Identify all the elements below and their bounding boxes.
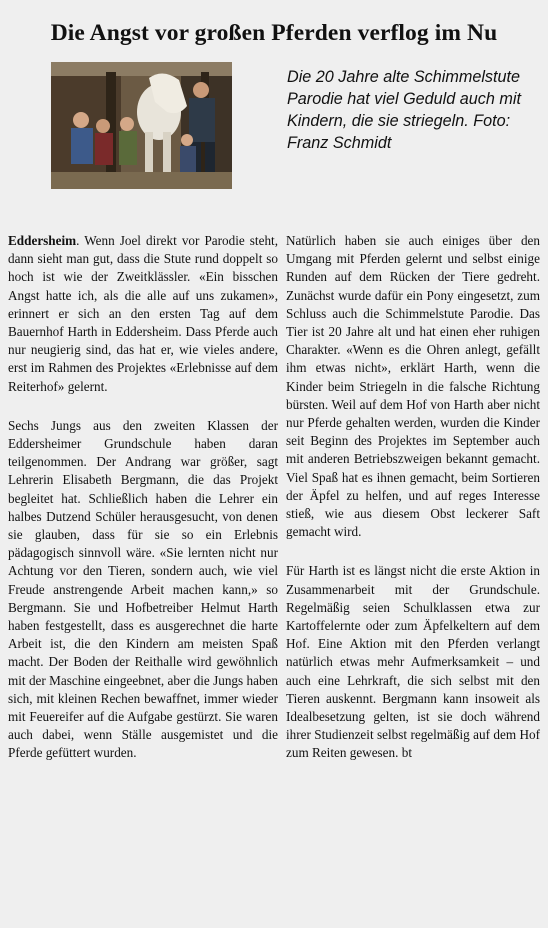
left-column — [8, 232, 278, 784]
article-body — [8, 232, 540, 784]
article-photo — [51, 62, 232, 189]
paragraph — [8, 232, 278, 396]
paragraph-text: . Wenn Joel direkt vor Parodie steht, dann sieht man gut, dass die Stute rund doppelt so hoch ist wie der Zweitklässler. «Ein bisschen Angst hatte ich, als die alle auf uns zukamen», erinnert er sich an den ersten Tag auf dem Bauernhof Harth in Eddersheim. Dass Pferde auch nur neugierig sind, das hat er, wie vieles andere, erst im Rahmen des Projektes «Erlebnisse auf dem Reiterhof» gelernt. — [8, 233, 278, 394]
photo-row — [8, 62, 540, 202]
photo-caption: Die 20 Jahre alte Schimmelstute Parodie hat viel Geduld auch mit Kindern, die sie striegeln. Foto: Franz Schmidt — [287, 68, 521, 152]
headline: Die Angst vor großen Pferden verflog im Nu — [50, 20, 498, 46]
paragraph: Für Harth ist es längst nicht die erste Aktion in Zusammenarbeit mit der Grundschule. Regelmäßig seien Schulklassen etwa zur Kartoffelernte oder zum Äpfelkeltern auf dem Hof. Eine Aktion mit den Pferden verlangt natürlich etwas mehr Aufmerksamkeit – und auch eine Lehrkraft, die sich selbst mit den Tieren auskennt. Bergmann kann insoweit als Idealbesetzung gelten, ist sie doch während ihrer Studienzeit selbst regelmäßig auf dem Hof zum Reiten gewesen. bt — [286, 563, 540, 761]
photo-illustration — [51, 62, 232, 189]
dateline: Eddersheim — [8, 233, 77, 248]
paragraph: Natürlich haben sie auch einiges über den Umgang mit Pferden gelernt und selbst einige Runden auf dem Rücken der Tiere gedreht. Zunächst wurde dafür ein Pony eingesetzt, zum Schluss auch die Schimmelstute Parodie. Das Tier ist 20 Jahre alt und hat einen eher ruhigen Charakter. «Wenn es die Ohren anlegt, gefällt ihm etwas nicht», erklärt Harth, wenn die Kinder beim Striegeln in die falsche Richtung bürsten. Weil auf dem Hof von Harth aber nicht nur Pferde gehalten werden, wurden die Kinder seit Beginn des Projektes im September auch mit anderen Betriebszweigen bekannt gemacht. Viel Spaß hat es ihnen gemacht, beim Sortieren der Äpfel zu helfen, und auf reges Interesse stieß, wie aus diesem Obst leckerer Saft gemacht wird. — [286, 233, 540, 540]
right-column — [286, 232, 540, 784]
paragraph: Sechs Jungs aus den zweiten Klassen der Eddersheimer Grundschule haben daran teilgenommen. Der Andrang war größer, sagt Lehrerin Elisabeth Bergmann, die das Projekt begleitet hat. Schließlich haben die Lehrer ein halbes Dutzend Schüler herausgesucht, von denen sie glauben, dass für sie so ein Erlebnis pädagogisch sinnvoll wäre. «Sie lernten nicht nur Achtung vor den Tieren, sondern auch, wie viel Freude anstrengende Arbeit machen kann,» so Bergmann. Sie und Hofbetreiber Helmut Harth haben festgestellt, dass es ausgerechnet die harte Arbeit ist, die den Kindern am meisten Spaß macht. Der Boden der Reithalle wird gewöhnlich mit der Maschine eingeebnet, aber die Jungs haben sich, mit kleinen Rechen bewaffnet, immer wieder mit Feuereifer auf die Aufgabe gestürzt. Sie waren auch dabei, wenn Ställe ausgemistet und die Pferde gefüttert wurden. — [8, 417, 278, 761]
